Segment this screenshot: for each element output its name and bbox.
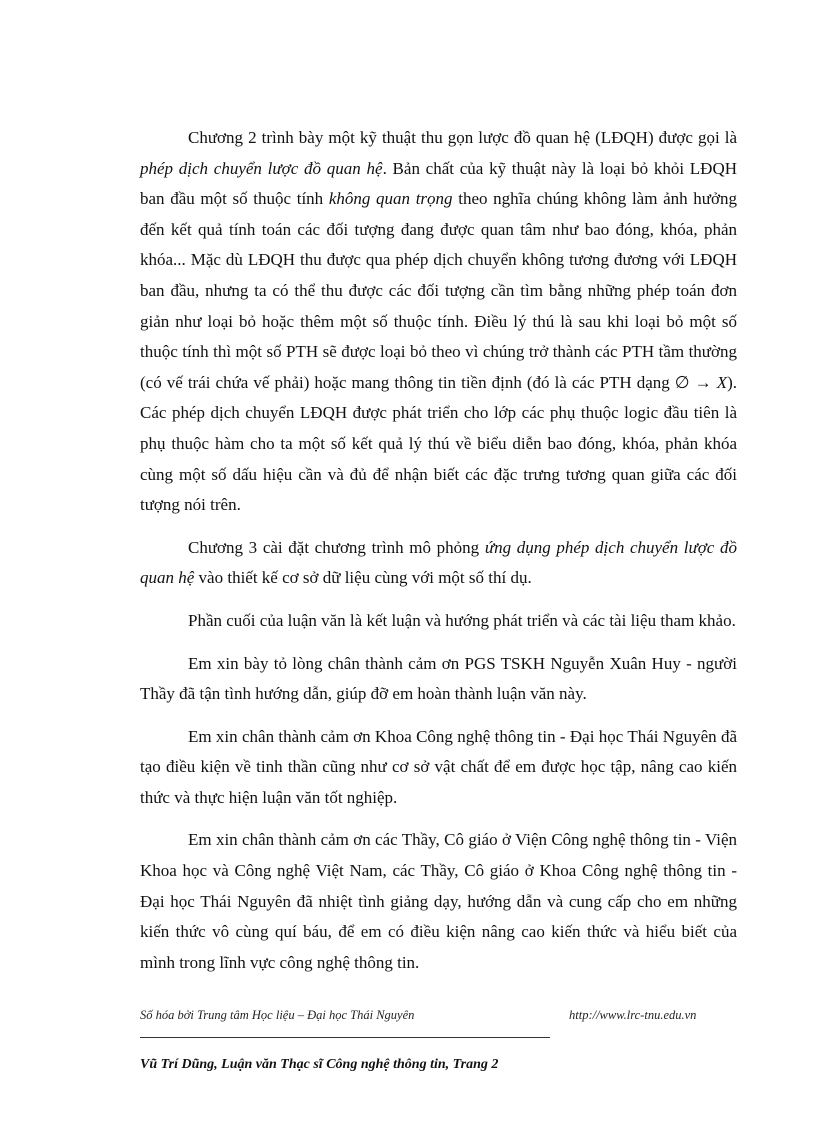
paragraph-thanks-teachers <box>140 825 737 978</box>
footer-url: http://www.lrc-tnu.edu.vn <box>569 1008 697 1022</box>
emphasis-text: ứng dụng phép dịch chuyển lược đồ quan hệ <box>140 537 737 588</box>
text-segment: theo nghĩa chúng không làm ảnh hưởng đến kết quả tính toán các đối tượng đang được quan tâm như bao đóng, khóa, phản khóa... Mặc dù LĐQH thu được qua phép dịch chuyển không tương đương với LĐQH ban đầu, nhưng ta có thể thu được các đối tượng cần tìm bằng những phép toán đơn giản như loại bỏ hoặc thêm một số thuộc tính. Điều lý thú là sau khi loại bỏ một số thuộc tính thì một số PTH sẽ được loại bỏ theo vì chúng trở thành các PTH tầm thường (có vế trái chứa vế phải) hoặc mang thông tin tiền định (đó là các PTH dạng ∅ → <box>140 189 738 392</box>
footer-divider <box>140 1037 550 1038</box>
text-segment: Em xin bày tỏ lòng chân thành cảm ơn PGS TSKH Nguyễn Xuân Huy - người Thầy đã tận tình hướng dẫn, giúp đỡ em hoàn thành luận văn này. <box>140 653 737 704</box>
paragraph-conclusion <box>140 606 737 637</box>
paragraph-chapter-3 <box>140 533 737 594</box>
page-footer-title: Vũ Trí Dũng, Luận văn Thạc sĩ Công nghệ thông tin, Trang 2 <box>140 1057 499 1072</box>
text-segment: Em xin chân thành cảm ơn Khoa Công nghệ thông tin - Đại học Thái Nguyên đã tạo điều kiện về tinh thần cũng như cơ sở vật chất để em được học tập, nâng cao kiến thức và thực hiện luận văn tốt nghiệp. <box>140 726 737 807</box>
text-segment: Phần cuối của luận văn là kết luận và hướng phát triển và các tài liệu tham khảo. <box>188 610 736 630</box>
text-segment: Chương 3 cài đặt chương trình mô phỏng <box>188 537 485 557</box>
paragraph-thanks-advisor <box>140 649 737 710</box>
paragraph-chapter-2 <box>140 123 737 521</box>
emphasis-text: không quan trọng <box>328 189 453 209</box>
text-segment: ). Các phép dịch chuyển LĐQH được phát triển cho lớp các phụ thuộc logic đầu tiên là phụ thuộc hàm cho ta một số kết quả lý thú về biểu diễn bao đóng, khóa, phản khóa cùng một số dấu hiệu cần và đủ để nhận biết các đặc trưng tương quan giữa các đối tượng nói trên. <box>140 372 737 515</box>
text-segment: vào thiết kế cơ sở dữ liệu cùng với một số thí dụ. <box>194 568 532 588</box>
math-variable: X <box>716 372 728 392</box>
paragraph-thanks-faculty <box>140 722 737 814</box>
text-segment: . Bản chất của kỹ thuật này là loại bỏ khỏi LĐQH ban đầu một số thuộc tính <box>140 158 737 209</box>
emphasis-text: phép dịch chuyển lược đồ quan hệ <box>140 158 383 178</box>
digitized-by-note: Số hóa bởi Trung tâm Học liệu – Đại học Thái Nguyên <box>140 1008 415 1022</box>
text-segment: Chương 2 trình bày một kỹ thuật thu gọn lược đồ quan hệ (LĐQH) được gọi là <box>188 128 737 147</box>
document-body <box>140 123 737 978</box>
text-segment: Em xin chân thành cảm ơn các Thầy, Cô giáo ở Viện Công nghệ thông tin - Viện Khoa học và Công nghệ Việt Nam, các Thầy, Cô giáo ở Khoa Công nghệ thông tin - Đại học Thái Nguyên đã nhiệt tình giảng dạy, hướng dẫn và cung cấp cho em những kiến thức vô cùng quí báu, để em có điều kiện nâng cao kiến thức và hiểu biết của mình trong lĩnh vực công nghệ thông tin. <box>140 830 737 972</box>
